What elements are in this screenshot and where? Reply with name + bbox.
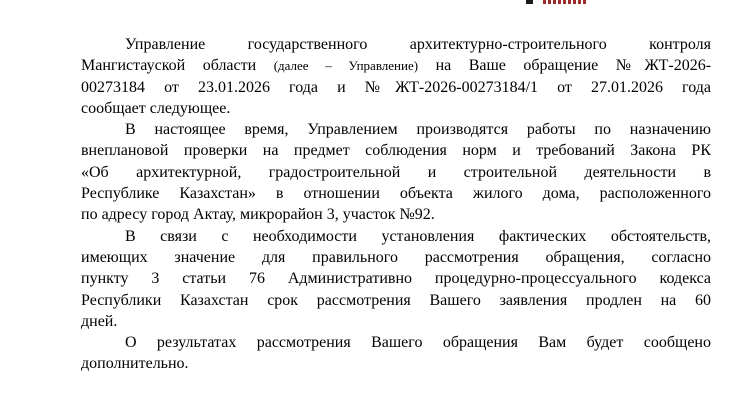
text-run: Мангистауской области	[81, 57, 257, 75]
letter-body	[81, 34, 711, 375]
paragraph-2	[81, 119, 711, 225]
text-line: Управление государственного архитектурно-строительного контроля	[125, 36, 711, 53]
text-line: имеющих значение для правильного рассмотрения обращения, согласно	[81, 248, 711, 266]
clipped-text-fragment-red	[543, 0, 587, 4]
text-line: пункту 3 статьи 76 Административно процедурно-процессуального кодекса	[81, 270, 711, 288]
clipped-text-fragment-black	[526, 0, 533, 4]
paragraph-3	[81, 226, 711, 332]
text-line: 00273184 от 23.01.2026 года и №ЖТ-2026-00273184/1 от 27.01.2026 года	[81, 78, 711, 96]
text-line: внеплановой проверки на предмет соблюдения норм и требований Закона РК	[81, 142, 711, 160]
paragraph-1	[81, 34, 711, 119]
text-run: на Ваше обращение №ЖТ-2026-	[435, 57, 712, 75]
text-line: дней.	[81, 312, 118, 330]
text-run-small: (далее – Управление)	[273, 58, 419, 74]
text-line: Республики Казахстан срок рассмотрения Вашего заявления продлен на 60	[81, 291, 711, 309]
text-line	[81, 55, 711, 76]
text-line: О результатах рассмотрения Вашего обращения Вам будет сообщено	[125, 334, 711, 352]
text-line: Республике Казахстан» в отношении объекта жилого дома, расположенного	[81, 185, 711, 203]
text-line: В настоящее время, Управлением производятся работы по назначению	[125, 121, 711, 139]
text-line: по адресу город Актау, микрорайон 3, участок №92.	[81, 206, 435, 224]
text-line: дополнительно.	[81, 355, 189, 373]
paragraph-4	[81, 332, 711, 375]
text-line: В связи с необходимости установления фактических обстоятельств,	[125, 227, 711, 245]
text-line: сообщает следующее.	[81, 99, 231, 117]
text-line: «Об архитектурной, градостроительной и строительной деятельности в	[81, 163, 711, 181]
